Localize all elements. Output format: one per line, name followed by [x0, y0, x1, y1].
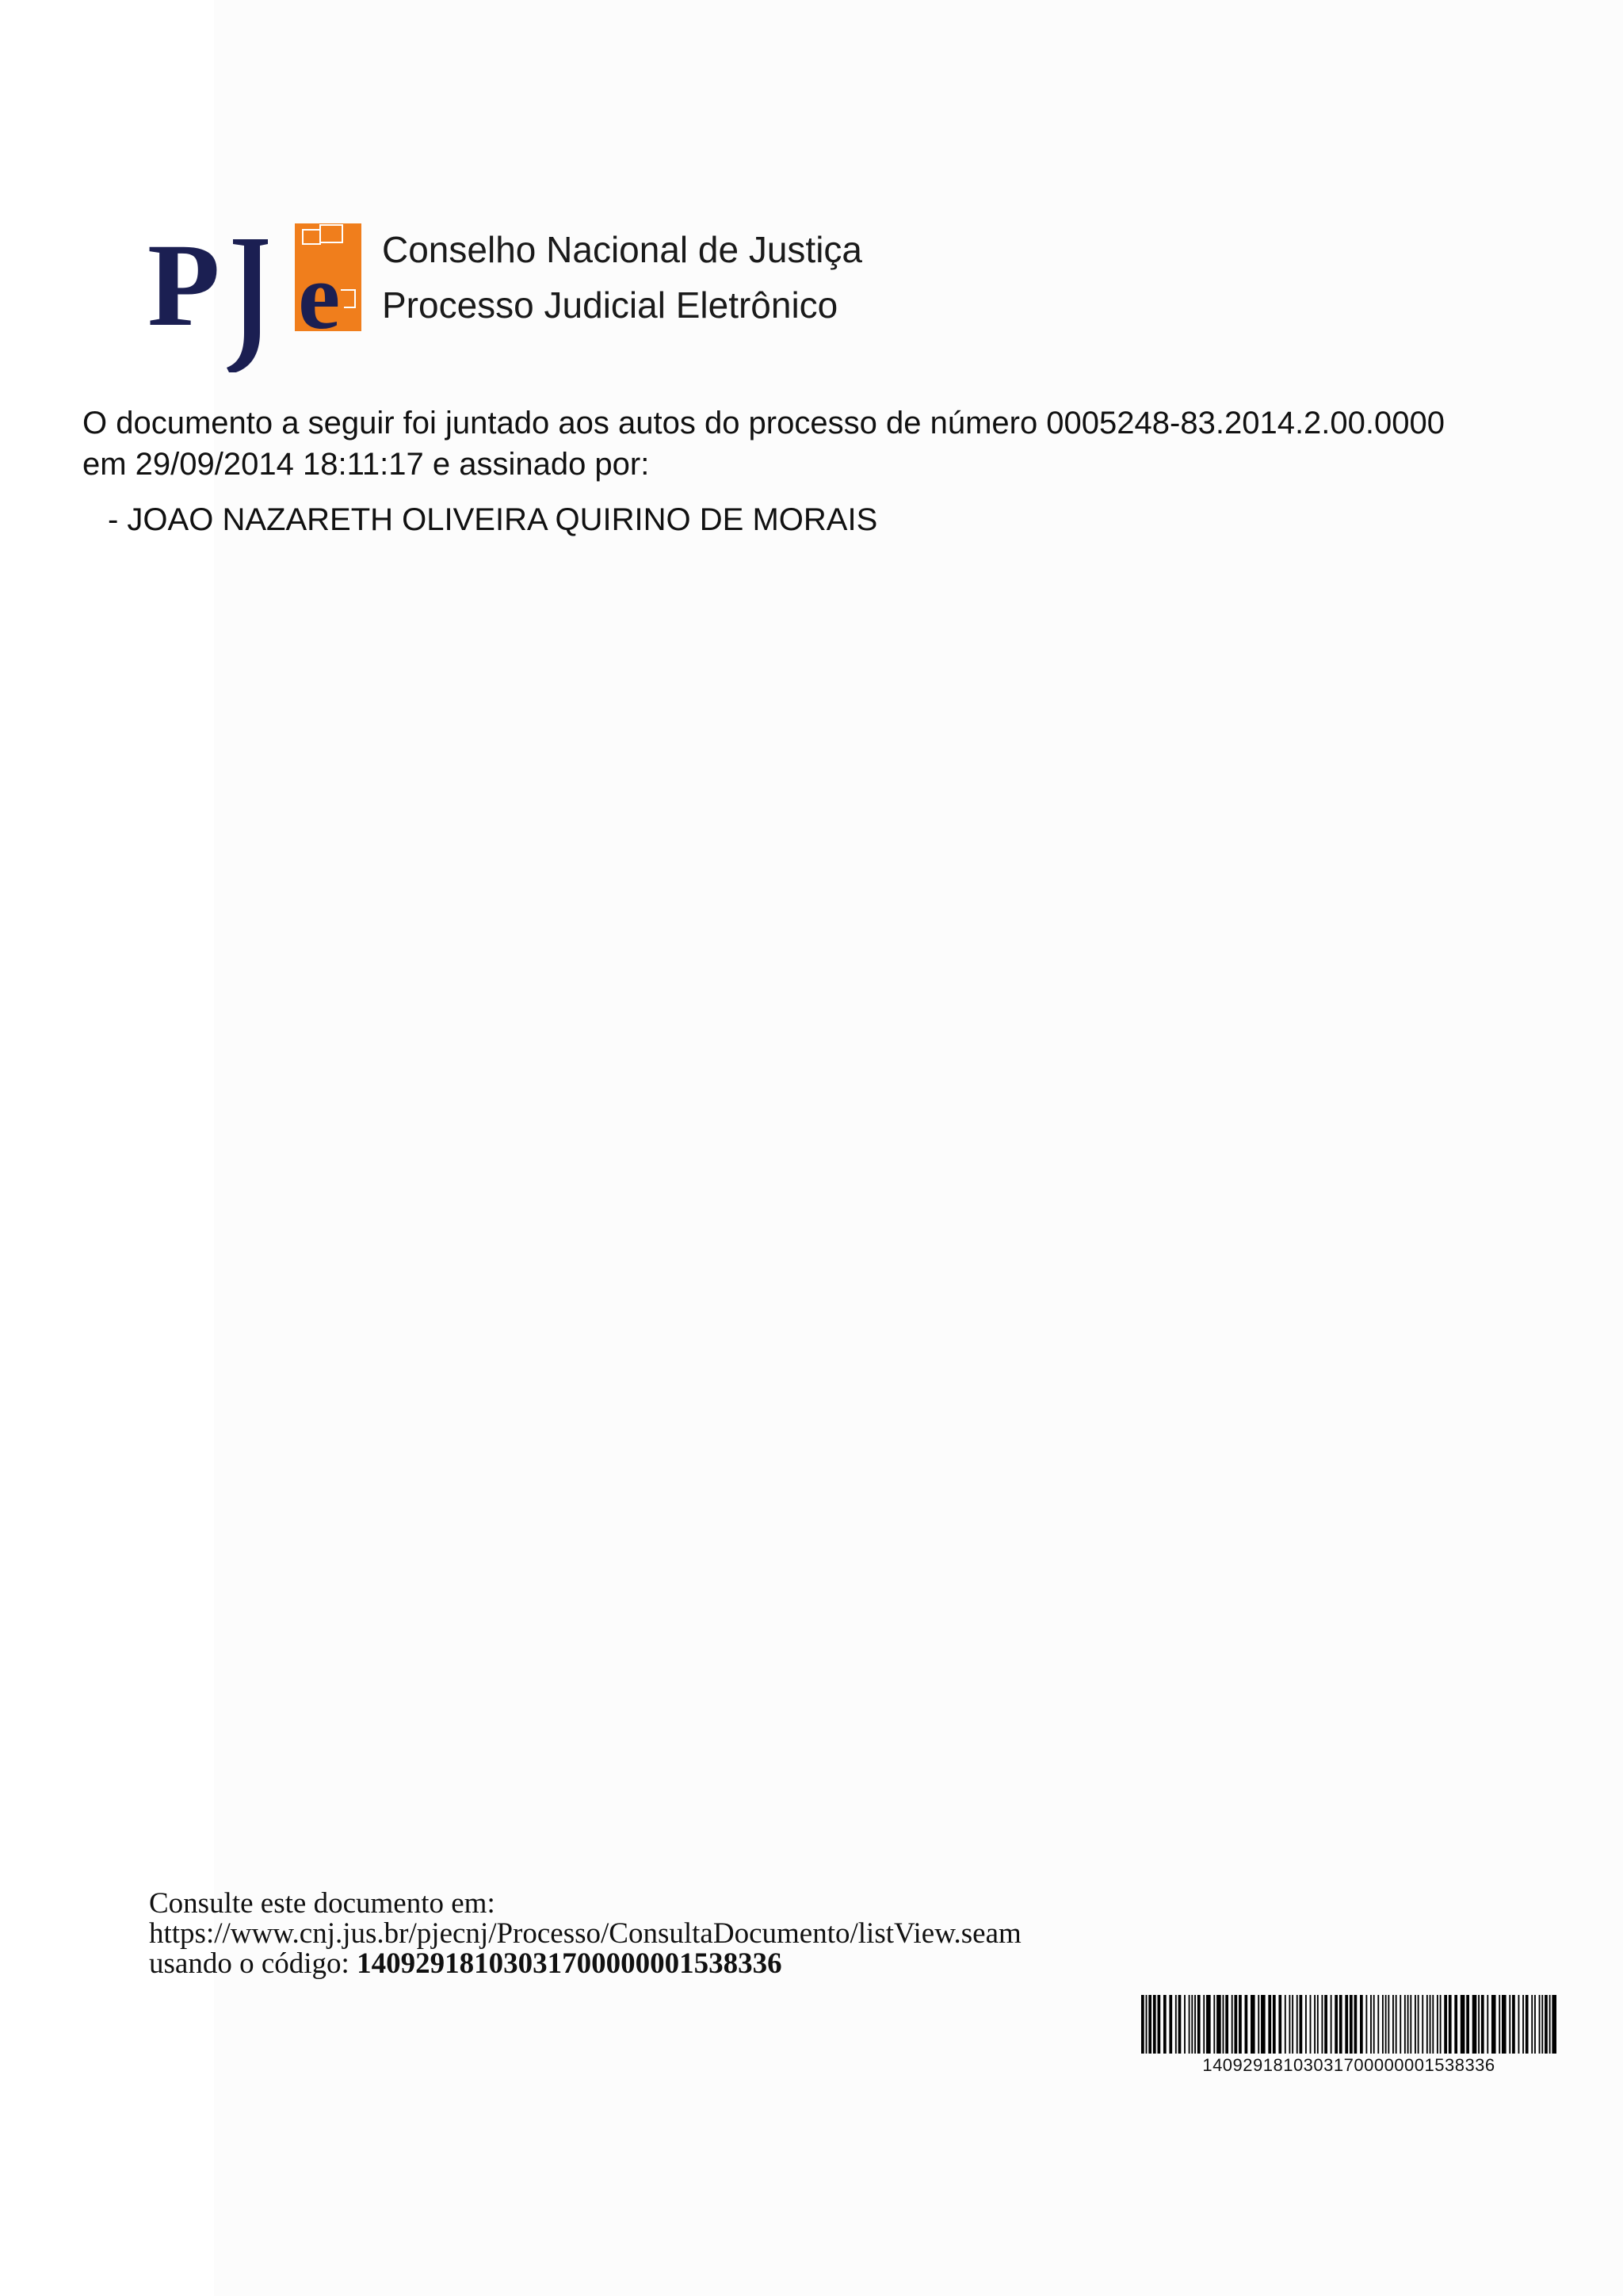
attachment-notice: [82, 402, 1556, 485]
barcode-bar: [1331, 1995, 1332, 2054]
barcode-bar: [1373, 1995, 1375, 2054]
barcode-bar: [1549, 1995, 1551, 2054]
barcode-bar: [1487, 1995, 1488, 2054]
barcode-bar: [1189, 1995, 1190, 2054]
barcode-bar: [1552, 1995, 1556, 2054]
barcode-bar: [1197, 1995, 1201, 2054]
barcode-bar: [1148, 1995, 1151, 2054]
svg-text:P: P: [147, 219, 220, 351]
consult-intro: Consulte este documento em:: [149, 1887, 495, 1920]
org-name: Conselho Nacional de Justiça: [382, 229, 863, 270]
consult-code-line: [149, 1949, 1022, 1979]
barcode-bar: [1163, 1995, 1167, 2054]
barcode-bar: [1454, 1995, 1457, 2054]
svg-text:e: e: [298, 243, 341, 349]
barcode-bar: [1194, 1995, 1196, 2054]
barcode-bar: [1178, 1995, 1182, 2054]
barcode-bar: [1531, 1995, 1533, 2054]
barcode-bar: [1410, 1995, 1411, 2054]
barcode-bar: [1305, 1995, 1307, 2054]
notice-line-2: em 29/09/2014 18:11:17 e assinado por:: [82, 447, 650, 482]
consult-url[interactable]: https://www.cnj.jus.br/pjecnj/Processo/ConsultaDocumento/listView.seam: [149, 1917, 1022, 1950]
barcode-bar: [1191, 1995, 1193, 2054]
barcode-bar: [1418, 1995, 1419, 2054]
barcode-bar: [1345, 1995, 1348, 2054]
barcode-bar: [1317, 1995, 1319, 2054]
system-name: Processo Judicial Eletrônico: [382, 284, 838, 326]
barcode-bar: [1545, 1995, 1548, 2054]
barcode-bar: [1377, 1995, 1379, 2054]
consult-info: [149, 1889, 1022, 1979]
pje-logo: [147, 214, 361, 372]
barcode-bar: [1234, 1995, 1237, 2054]
barcode-bar: [1400, 1995, 1401, 2054]
barcode-digits: 14092918103031700000001538336: [1202, 2055, 1495, 2075]
barcode-bar: [1392, 1995, 1394, 2054]
barcode-bar: [1426, 1995, 1428, 2054]
barcode-bar: [1300, 1995, 1303, 2054]
signer-name: - JOAO NAZARETH OLIVEIRA QUIRINO DE MORAIS: [108, 502, 878, 537]
barcode-bar: [1285, 1995, 1286, 2054]
barcode-bar: [1278, 1995, 1281, 2054]
barcode-bar: [1153, 1995, 1156, 2054]
barcode-bar: [1169, 1995, 1172, 2054]
header-title-block: [382, 222, 862, 333]
barcode-bar: [1206, 1995, 1211, 2054]
barcode-bar: [1370, 1995, 1372, 2054]
barcode-bar: [1541, 1995, 1543, 2054]
barcode-bar: [1385, 1995, 1387, 2054]
barcode-bar: [1512, 1995, 1515, 2054]
barcode-bar: [1273, 1995, 1276, 2054]
barcode-bar: [1251, 1995, 1255, 2054]
barcode-bar: [1184, 1995, 1186, 2054]
barcode-bar: [1146, 1995, 1148, 2054]
barcode-bar: [1502, 1995, 1507, 2054]
barcode-bar: [1481, 1995, 1484, 2054]
barcode-bar: [1261, 1995, 1266, 2054]
barcode-bar: [1335, 1995, 1338, 2054]
barcode-bar: [1203, 1995, 1205, 2054]
barcode-bar: [1461, 1995, 1465, 2054]
barcode-bar: [1223, 1995, 1224, 2054]
barcode-bar: [1314, 1995, 1316, 2054]
barcode-bar: [1437, 1995, 1438, 2054]
barcode-bar: [1491, 1995, 1496, 2054]
barcode-bar: [1360, 1995, 1363, 2054]
barcode: [1141, 1995, 1556, 2076]
barcode-bar: [1245, 1995, 1248, 2054]
barcode-bar: [1310, 1995, 1312, 2054]
consult-code-label: usando o código:: [149, 1947, 357, 1980]
barcode-bar: [1444, 1995, 1447, 2054]
barcode-bar: [1407, 1995, 1409, 2054]
barcode-bars: [1141, 1995, 1556, 2054]
barcode-bar: [1239, 1995, 1242, 2054]
barcode-bar: [1382, 1995, 1384, 2054]
barcode-bar: [1404, 1995, 1406, 2054]
barcode-bar: [1449, 1995, 1452, 2054]
barcode-bar: [1225, 1995, 1228, 2054]
barcode-bar: [1175, 1995, 1177, 2054]
barcode-bar: [1354, 1995, 1358, 2054]
barcode-bar: [1430, 1995, 1431, 2054]
barcode-bar: [1472, 1995, 1477, 2054]
barcode-bar: [1350, 1995, 1353, 2054]
barcode-bar: [1213, 1995, 1215, 2054]
barcode-bar: [1526, 1995, 1529, 2054]
barcode-bar: [1539, 1995, 1541, 2054]
barcode-bar: [1158, 1995, 1161, 2054]
barcode-bar: [1478, 1995, 1480, 2054]
barcode-bar: [1339, 1995, 1342, 2054]
barcode-bar: [1422, 1995, 1423, 2054]
barcode-bar: [1324, 1995, 1327, 2054]
barcode-bar: [1289, 1995, 1290, 2054]
notice-line-1: O documento a seguir foi juntado aos autos do processo de número 0005248-83.2014.2.00.0000: [82, 406, 1445, 441]
barcode-bar: [1534, 1995, 1536, 2054]
barcode-bar: [1518, 1995, 1520, 2054]
barcode-bar: [1432, 1995, 1434, 2054]
barcode-bar: [1466, 1995, 1469, 2054]
barcode-bar: [1509, 1995, 1510, 2054]
barcode-bar: [1388, 1995, 1389, 2054]
barcode-bar: [1268, 1995, 1271, 2054]
barcode-bar: [1365, 1995, 1367, 2054]
barcode-bar: [1415, 1995, 1416, 2054]
barcode-bar: [1232, 1995, 1233, 2054]
barcode-bar: [1216, 1995, 1221, 2054]
barcode-bar: [1292, 1995, 1293, 2054]
barcode-bar: [1396, 1995, 1397, 2054]
barcode-bar: [1440, 1995, 1442, 2054]
barcode-bar: [1499, 1995, 1500, 2054]
barcode-bar: [1258, 1995, 1259, 2054]
barcode-bar: [1296, 1995, 1298, 2054]
document-header: [147, 214, 940, 372]
barcode-bar: [1141, 1995, 1144, 2054]
consult-code: 14092918103031700000001538336: [357, 1947, 782, 1980]
barcode-bar: [1522, 1995, 1524, 2054]
signer-list: [108, 499, 877, 540]
barcode-bar: [1322, 1995, 1323, 2054]
